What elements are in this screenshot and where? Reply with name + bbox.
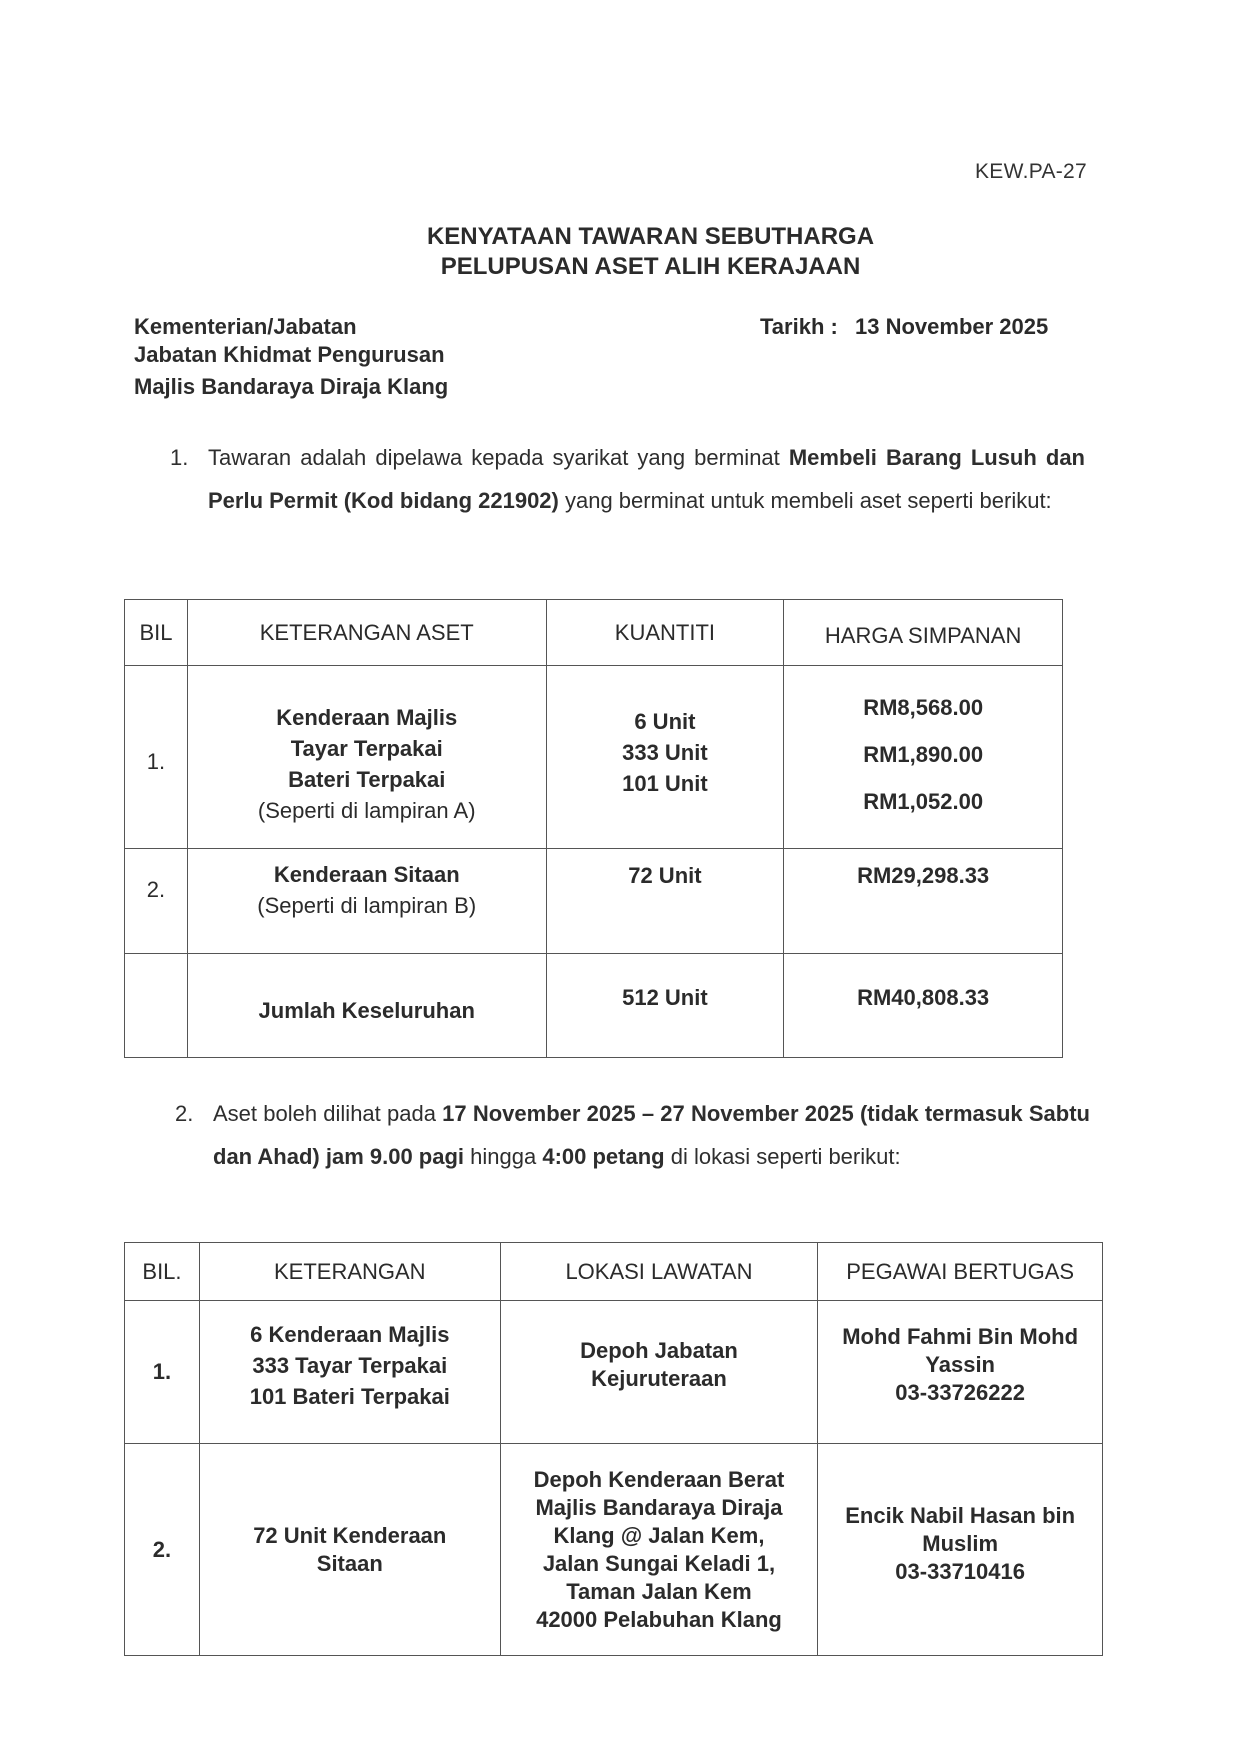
description-line: 333 Tayar Terpakai bbox=[252, 1352, 448, 1378]
paragraph-body bbox=[213, 1092, 1090, 1178]
department-name: Jabatan Khidmat Pengurusan bbox=[134, 342, 445, 367]
row-number: 2. bbox=[125, 1444, 200, 1656]
asset-item: Kenderaan Majlis bbox=[276, 705, 458, 730]
officer-name: Mohd Fahmi Bin Mohd bbox=[842, 1324, 1079, 1349]
officer-phone: 03-33726222 bbox=[895, 1380, 1025, 1405]
document-title-line1: KENYATAAN TAWARAN SEBUTHARGA bbox=[426, 223, 875, 250]
price-value: RM29,298.33 bbox=[857, 862, 990, 888]
description-line: 72 Unit Kenderaan bbox=[253, 1522, 447, 1548]
column-header-bil: BIL bbox=[125, 600, 188, 666]
paragraph-text: hingga bbox=[464, 1144, 543, 1169]
row-number: 1. bbox=[125, 666, 188, 849]
paragraph-text: Aset boleh dilihat pada bbox=[213, 1101, 443, 1126]
paragraph-text: yang berminat untuk membeli aset seperti berikut: bbox=[558, 488, 1052, 513]
form-code: KEW.PA-27 bbox=[975, 160, 1088, 183]
column-header-bil: BIL. bbox=[125, 1243, 200, 1301]
visit-location bbox=[500, 1444, 818, 1656]
date-block bbox=[760, 312, 1048, 342]
location-line: Taman Jalan Kem bbox=[566, 1578, 752, 1604]
officer-name: Muslim bbox=[922, 1530, 999, 1556]
reserve-price bbox=[784, 849, 1063, 954]
table-row bbox=[125, 849, 1063, 954]
total-price-value: RM40,808.33 bbox=[857, 985, 990, 1010]
asset-description bbox=[187, 849, 546, 954]
table-row bbox=[125, 666, 1063, 849]
location-line: Klang @ Jalan Kem, bbox=[553, 1522, 765, 1548]
officer-phone: 03-33710416 bbox=[895, 1558, 1025, 1584]
visit-location bbox=[500, 1301, 818, 1444]
paragraph-bold-text: 17 November 2025 – 27 November 2025 (tidak termasuk Sabtu dan Ahad) jam 9.00 pagi bbox=[213, 1101, 1090, 1169]
table-total-row bbox=[125, 954, 1063, 1058]
paragraph-number: 2. bbox=[175, 1101, 194, 1126]
description bbox=[199, 1301, 500, 1444]
ministry-department-label: Kementerian/Jabatan bbox=[134, 314, 357, 339]
row-number-empty bbox=[125, 954, 188, 1058]
quantity bbox=[546, 666, 784, 849]
total-price bbox=[784, 954, 1063, 1058]
column-header-description: KETERANGAN bbox=[199, 1243, 500, 1301]
description-line: 101 Bateri Terpakai bbox=[249, 1383, 450, 1409]
table-row bbox=[125, 1301, 1103, 1444]
paragraph-1 bbox=[170, 436, 1085, 522]
quantity-value: 72 Unit bbox=[628, 862, 702, 888]
paragraph-bold-text: 4:00 petang bbox=[542, 1144, 665, 1169]
asset-item: Kenderaan Sitaan bbox=[273, 862, 460, 887]
description-line: 6 Kenderaan Majlis bbox=[250, 1321, 450, 1347]
council-name: Majlis Bandaraya Diraja Klang bbox=[134, 374, 449, 399]
quantity-value: 333 Unit bbox=[622, 739, 708, 765]
date-value: 13 November 2025 bbox=[855, 314, 1049, 339]
location-line: Depoh Kenderaan Berat bbox=[533, 1466, 785, 1492]
paragraph-text: Tawaran adalah dipelawa kepada syarikat yang berminat bbox=[208, 445, 789, 470]
total-quantity-value: 512 Unit bbox=[622, 985, 708, 1010]
column-header-quantity: KUANTITI bbox=[546, 600, 784, 666]
paragraph-text: di lokasi seperti berikut: bbox=[664, 1144, 901, 1169]
document-title-line2: PELUPUSAN ASET ALIH KERAJAAN bbox=[440, 253, 861, 280]
appendix-note: (Seperti di lampiran B) bbox=[257, 893, 477, 918]
description-line: Sitaan bbox=[316, 1550, 383, 1576]
row-number: 1. bbox=[125, 1301, 200, 1444]
location-line: Kejuruteraan bbox=[591, 1366, 727, 1391]
officer-on-duty bbox=[818, 1301, 1103, 1444]
paragraph-bold-text: Membeli Barang Lusuh dan Perlu Permit (Kod bidang 221902) bbox=[208, 445, 1085, 513]
officer-on-duty bbox=[818, 1444, 1103, 1656]
row-number: 2. bbox=[125, 849, 188, 954]
asset-item: Bateri Terpakai bbox=[288, 767, 446, 792]
price-value: RM8,568.00 bbox=[863, 695, 984, 720]
paragraph-2 bbox=[175, 1092, 1090, 1178]
officer-name: Encik Nabil Hasan bin bbox=[845, 1502, 1076, 1528]
column-header-reserve-price: HARGA SIMPANAN bbox=[784, 600, 1063, 666]
column-header-visit-location: LOKASI LAWATAN bbox=[500, 1243, 818, 1301]
total-label-text: Jumlah Keseluruhan bbox=[258, 998, 475, 1023]
officer-name: Yassin bbox=[925, 1352, 995, 1377]
total-quantity bbox=[546, 954, 784, 1058]
table-row bbox=[125, 1444, 1103, 1656]
column-header-asset-description: KETERANGAN ASET bbox=[187, 600, 546, 666]
reserve-price bbox=[784, 666, 1063, 849]
price-value: RM1,052.00 bbox=[863, 789, 984, 814]
asset-description bbox=[187, 666, 546, 849]
location-line: 42000 Pelabuhan Klang bbox=[536, 1606, 782, 1632]
description bbox=[199, 1444, 500, 1656]
quantity-value: 101 Unit bbox=[622, 770, 708, 796]
location-line: Depoh Jabatan bbox=[580, 1338, 738, 1363]
asset-item: Tayar Terpakai bbox=[290, 736, 443, 761]
column-header-officer-on-duty: PEGAWAI BERTUGAS bbox=[818, 1243, 1103, 1301]
table-header-row bbox=[125, 600, 1063, 666]
appendix-note: (Seperti di lampiran A) bbox=[257, 798, 476, 823]
viewing-location-table bbox=[124, 1242, 1103, 1656]
price-value: RM1,890.00 bbox=[863, 742, 984, 767]
paragraph-body bbox=[208, 436, 1085, 522]
total-label bbox=[187, 954, 546, 1058]
asset-table bbox=[124, 599, 1063, 1058]
location-line: Jalan Sungai Keladi 1, bbox=[542, 1550, 776, 1576]
quantity bbox=[546, 849, 784, 954]
date-label: Tarikh : bbox=[760, 314, 838, 339]
quantity-value: 6 Unit bbox=[634, 708, 696, 734]
paragraph-number: 1. bbox=[170, 445, 189, 470]
location-line: Majlis Bandaraya Diraja bbox=[535, 1494, 783, 1520]
table-header-row bbox=[125, 1243, 1103, 1301]
